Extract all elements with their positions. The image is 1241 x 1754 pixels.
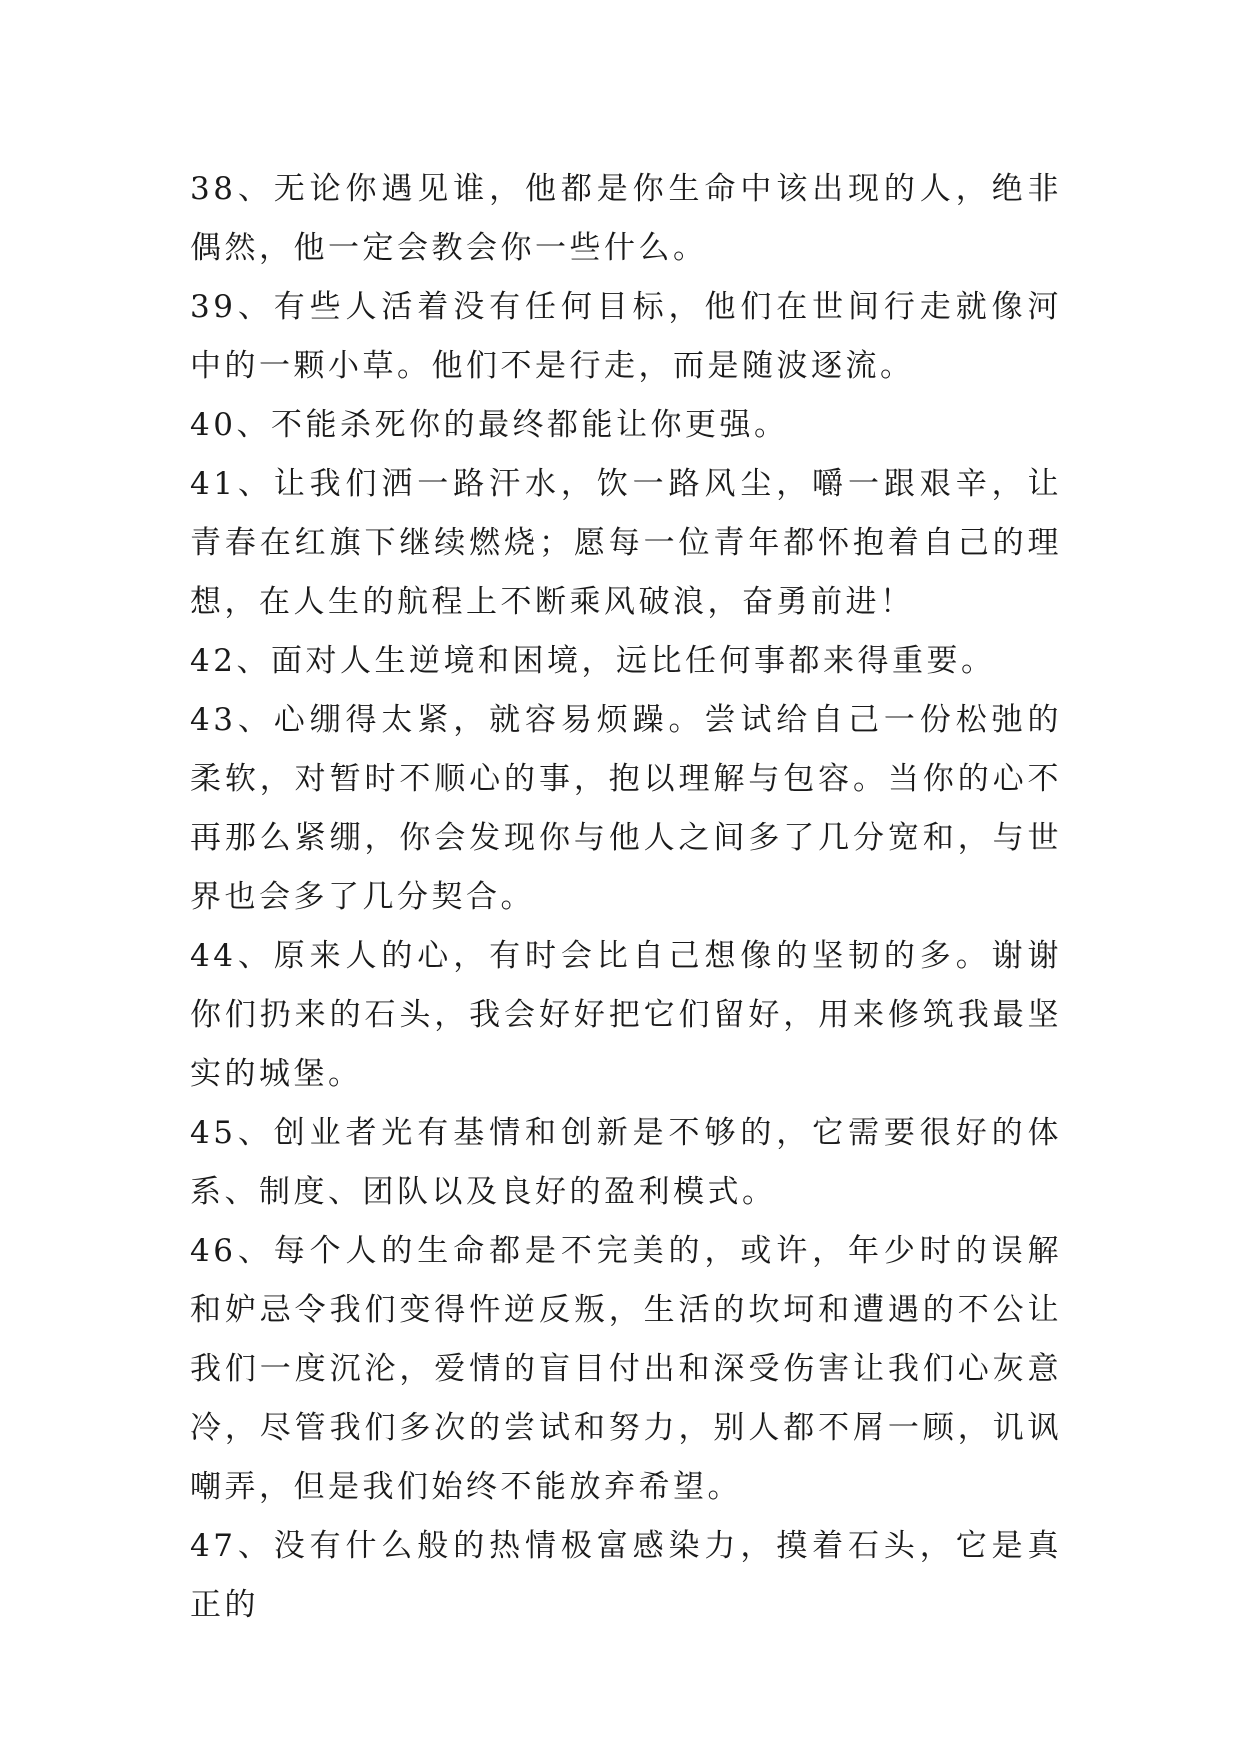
list-item: 44、原来人的心，有时会比自己想像的坚韧的多。谢谢你们扔来的石头，我会好好把它们留好，用来修筑我最坚实的城堡。: [190, 938, 1062, 1092]
list-item: 45、创业者光有基情和创新是不够的，它需要很好的体系、制度、团队以及良好的盈利模式。: [190, 1115, 1062, 1210]
list-item: 39、有些人活着没有任何目标，他们在世间行走就像河中的一颗小草。他们不是行走，而是随波逐流。: [190, 289, 1062, 384]
list-item: 46、每个人的生命都是不完美的，或许，年少时的误解和妒忌令我们变得忤逆反叛，生活的坎坷和遭遇的不公让我们一度沉沦，爱情的盲目付出和深受伤害让我们心灰意冷，尽管我们多次的尝试和努力，别人都不屑一顾，讥讽嘲弄，但是我们始终不能放弃希望。: [190, 1233, 1062, 1505]
list-item: 40、不能杀死你的最终都能让你更强。: [190, 407, 789, 443]
list-item: 38、无论你遇见谁，他都是你生命中该出现的人，绝非偶然，他一定会教会你一些什么。: [190, 171, 1062, 266]
list-item: 43、心绷得太紧，就容易烦躁。尝试给自己一份松弛的柔软，对暂时不顺心的事，抱以理解与包容。当你的心不再那么紧绷，你会发现你与他人之间多了几分宽和，与世界也会多了几分契合。: [190, 702, 1062, 915]
list-item: 41、让我们洒一路汗水，饮一路风尘，嚼一跟艰辛，让青春在红旗下继续燃烧；愿每一位青年都怀抱着自己的理想，在人生的航程上不断乘风破浪，奋勇前进！: [190, 466, 1062, 620]
list-item: 47、没有什么般的热情极富感染力，摸着石头，它是真正的: [190, 1528, 1062, 1623]
document-body: [190, 160, 1062, 1635]
list-item: 42、面对人生逆境和困境，远比任何事都来得重要。: [190, 643, 996, 679]
